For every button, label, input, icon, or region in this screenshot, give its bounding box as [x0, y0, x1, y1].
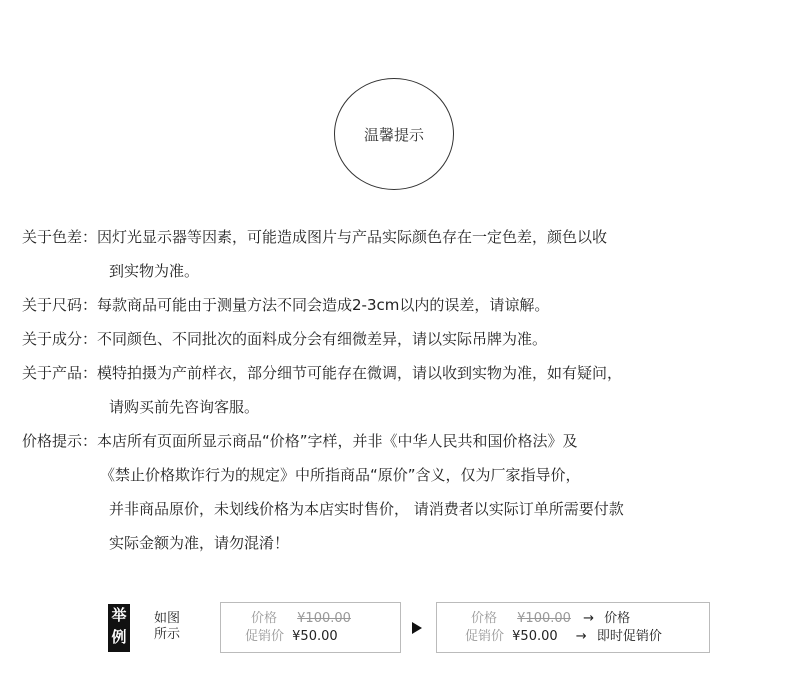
example-badge: 举 例 — [108, 604, 130, 652]
price-meaning-box — [436, 602, 710, 653]
example-caption: 如图 所示 — [154, 611, 181, 642]
note-text: 本店所有页面所显示商品“价格”字样，并非《中华人民共和国价格法》及 — [97, 432, 578, 450]
note-text: 每款商品可能由于测量方法不同会造成2-3cm以内的误差，请谅解。 — [97, 296, 550, 314]
promo-price: ¥50.00 — [512, 629, 558, 644]
note-label: 关于产品： — [22, 364, 98, 382]
note-product — [22, 356, 772, 390]
tips-title: 温馨提示 — [363, 125, 424, 144]
note-text: 实际金额为准，请勿混淆！ — [109, 534, 290, 552]
note-text: 《禁止价格欺诈行为的规定》中所指商品“原价”含义，仅为厂家指导价， — [100, 466, 581, 484]
note-label: 关于尺码： — [22, 296, 98, 314]
original-price: ¥100.00 — [297, 611, 351, 626]
play-arrow-icon — [412, 622, 422, 634]
note-text: 因灯光显示器等因素，可能造成图片与产品实际颜色存在一定色差，颜色以收 — [97, 228, 608, 246]
note-size — [22, 288, 772, 322]
note-text: 不同颜色、不同批次的面料成分会有细微差异，请以实际吊牌为准。 — [97, 330, 548, 348]
note-price — [22, 424, 772, 458]
tips-title-circle — [334, 78, 454, 190]
note-text: 模特拍摄为产前样衣，部分细节可能存在微调，请以收到实物为准，如有疑问， — [97, 364, 623, 382]
notes-list — [22, 220, 772, 560]
note-label: 关于色差： — [22, 228, 98, 246]
right-arrow-icon: → — [583, 611, 594, 626]
promo-meaning: 即时促销价 — [596, 629, 662, 644]
promo-label: 促销价 — [465, 629, 505, 644]
promo-label: 促销价 — [245, 629, 285, 644]
note-text: 并非商品原价，未划线价格为本店实时售价， 请消费者以实际订单所需要付款 — [109, 500, 624, 518]
right-arrow-icon: → — [575, 629, 587, 644]
note-material — [22, 322, 772, 356]
promo-price: ¥50.00 — [292, 629, 338, 644]
note-label: 关于成分： — [22, 330, 98, 348]
note-text: 到实物为准。 — [109, 262, 200, 280]
price-meaning: 价格 — [604, 611, 631, 626]
price-label: 价格 — [251, 611, 278, 626]
note-label: 价格提示： — [22, 432, 98, 450]
price-label: 价格 — [471, 611, 498, 626]
original-price: ¥100.00 — [517, 611, 571, 626]
note-color — [22, 220, 772, 254]
price-example — [108, 602, 708, 654]
note-text: 请购买前先咨询客服。 — [109, 398, 260, 416]
price-display-box — [220, 602, 401, 653]
